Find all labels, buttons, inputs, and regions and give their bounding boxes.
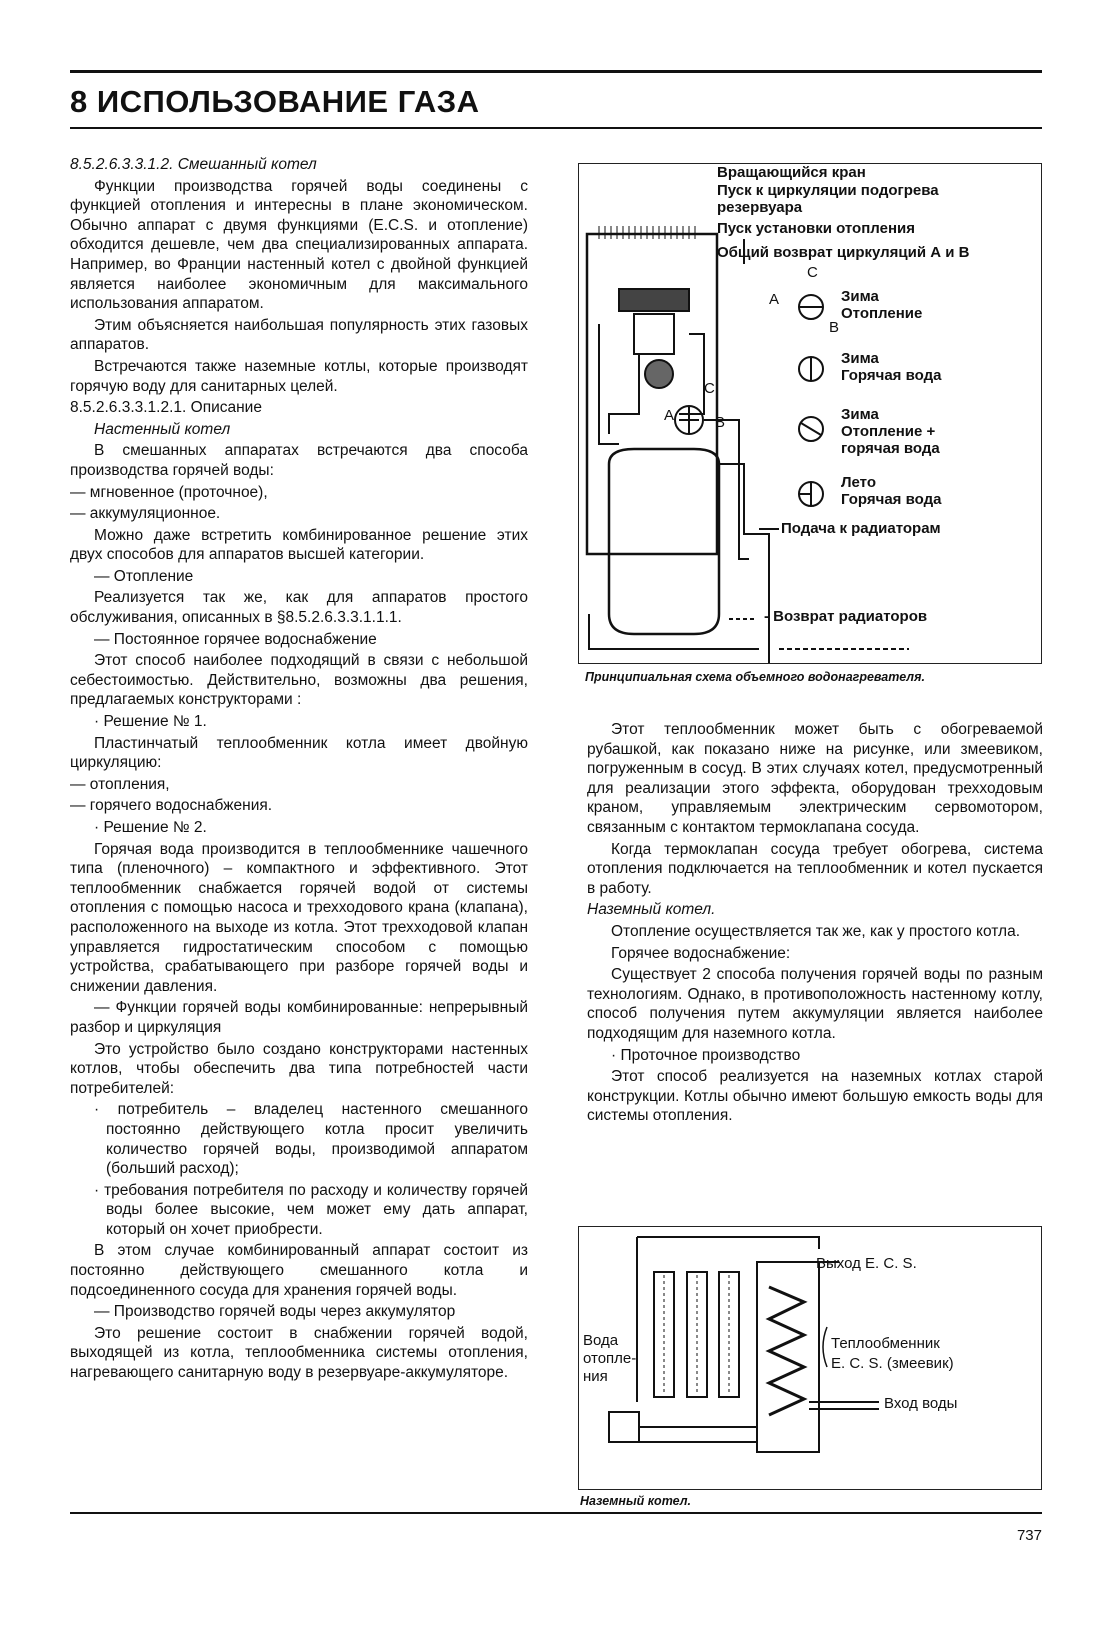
label-water-in: Вход воды xyxy=(884,1395,958,1412)
paragraph: Это устройство было создано конструкторами настенных котлов, чтобы обеспечить два типа потребностей части потребителей: xyxy=(70,1040,528,1097)
label-rotating-valve: Вращающийся кран xyxy=(717,164,866,181)
label-return-radiators: - Возврат радиаторов xyxy=(764,608,928,625)
paragraph: Существует 2 способа получения горячей воды по разным технологиям. Однако, в противоположность настенному котлу, способ получения путем аккумуляции является наиболее подходящим для наземного котла. xyxy=(587,966,1043,1042)
flow-production: · Проточное производство xyxy=(611,1046,801,1064)
paragraph: Пластинчатый теплообменник котла имеет двойную циркуляцию: xyxy=(70,734,528,772)
paragraph: Можно даже встретить комбинированное решение этих двух способов для аппаратов высшей категории. xyxy=(70,526,528,564)
label-ecs-out: Выход E. C. S. xyxy=(816,1255,917,1272)
footer-rule xyxy=(70,1512,1042,1514)
mode-line: Горячая вода xyxy=(841,367,942,384)
paragraph: В этом случае комбинированный аппарат состоит из постоянно действующего смешанного котла и подсоединенного сосуда для хранения горячей воды. xyxy=(70,1242,528,1299)
label-exchanger xyxy=(831,1334,954,1374)
mode-line: Зима xyxy=(841,406,879,423)
label-line: Теплообменник xyxy=(831,1335,940,1352)
mode-winter-hot-water xyxy=(841,350,941,384)
dash-item: — горячего водоснабжения. xyxy=(70,797,273,815)
solution-2: · Решение № 2. xyxy=(94,819,207,836)
label-line: Вода xyxy=(583,1332,619,1349)
heating-heading: — Отопление xyxy=(94,567,194,585)
label-start-heating: Пуск установки отопления xyxy=(717,220,915,237)
figure-water-heater-schematic xyxy=(578,163,1042,664)
floor-boiler-title: Наземный котел. xyxy=(587,901,716,919)
valve-letter-a: A xyxy=(664,407,675,424)
top-rule xyxy=(70,70,1042,73)
dash-item: — аккумуляционное. xyxy=(70,505,221,523)
paragraph: Этот способ реализуется на наземных котлах старой конструкции. Котлы обычно имеют большую емкость воды для системы отопления. xyxy=(587,1068,1043,1125)
valve-letter-a: A xyxy=(769,291,780,308)
paragraph: Горячее водоснабжение: xyxy=(611,944,791,962)
mode-line: Горячая вода xyxy=(841,491,942,508)
paragraph: Когда термоклапан сосуда требует обогрева, система отопления подключается на теплообменник и котел пускается в работу. xyxy=(587,840,1043,897)
label-common-return: Общий возврат циркуляций А и В xyxy=(717,244,970,261)
label-line: отопле- xyxy=(583,1350,637,1367)
label-line: ния xyxy=(583,1368,608,1385)
page-number: 737 xyxy=(1016,1527,1042,1544)
label-supply-radiators: Подача к радиаторам xyxy=(781,520,941,537)
mode-winter-heating xyxy=(841,288,922,322)
mode-line: Лето xyxy=(841,474,876,491)
mode-line: Отопление + xyxy=(841,423,936,440)
valve-letter-b: B xyxy=(829,319,840,336)
dash-item: — мгновенное (проточное), xyxy=(70,483,268,501)
paragraph: Функции производства горячей воды соединены с функцией отопления и интересны в плане экономическом. Обычно аппарат с двумя функциями (E.C.S. и отопление) обходится дешевле, чем два специализированных аппарата. Например, во Франции настенный котел с двойной функцией является наиболее экономичным для максимального использования аппаратом. xyxy=(70,177,528,313)
mode-winter-combined xyxy=(841,406,940,457)
valve-letter-b: B xyxy=(715,414,726,431)
bullet-item: · требования потребителя по расходу и количеству горячей воды более высокие, чем может ему дать аппарат, который он хочет приобрести. xyxy=(94,1181,528,1238)
mode-line: Зима xyxy=(841,288,879,305)
paragraph: Реализуется так же, как для аппаратов простого обслуживания, описанных в §8.5.2.6.3.3.1.1.1. xyxy=(70,589,528,627)
dash-item: — отопления, xyxy=(70,775,170,793)
valve-letter-c: C xyxy=(807,264,818,281)
water-heater-drawing xyxy=(579,164,1041,663)
wall-boiler-title: Настенный котел xyxy=(94,420,231,438)
floor-boiler-drawing xyxy=(579,1227,1041,1489)
sub-heading: 8.5.2.6.3.3.1.2.1. Описание xyxy=(70,399,262,417)
label-line: E. C. S. (змеевик) xyxy=(831,1355,954,1372)
combined-heading: — Функции горячей воды комбинированные: непрерывный разбор и циркуляция xyxy=(70,999,528,1036)
right-column xyxy=(587,720,1043,1128)
paragraph: Этот теплообменник может быть с обогреваемой рубашкой, как показано ниже на рисунке, или змеевиком, погруженным в сосуд. В этих случаях котел, предусмотренный для реализации этого эффекта, оборудован трехходовым краном, управляемым электрическим сервомотором, связанным с контактом термоклапана сосуда. xyxy=(587,721,1043,836)
paragraph: Это решение состоит в снабжении горячей водой, выходящей из котла, теплообменника системы отопления, нагревающего санитарную воду в резервуаре-аккумуляторе. xyxy=(70,1324,528,1382)
header-bottom-rule xyxy=(70,127,1042,129)
mode-line: Зима xyxy=(841,350,879,367)
figure2-caption: Наземный котел. xyxy=(580,1494,691,1508)
label-start-tank: Пуск к циркуляции подогрева резервуара xyxy=(717,182,939,216)
paragraph: Встречаются также наземные котлы, которые производят горячую воду для санитарных целей. xyxy=(70,357,528,395)
paragraph: Отопление осуществляется так же, как у простого котла. xyxy=(611,922,1021,940)
paragraph: Горячая вода производится в теплообменнике чашечного типа (пленочного) – компактного и эффективного. Этот теплообменник снабжается горячей водой от системы отопления с помощью насоса и трехходового крана (клапана), расположенного на выходе из котла. Этот трехходовой клапан управляется гидростатическим способом с помощью устройства, срабатывающего при разборе горячей воды и снижении давления. xyxy=(70,840,528,995)
solution-1: · Решение № 1. xyxy=(94,713,207,731)
figure1-caption: Принципиальная схема объемного водонагревателя. xyxy=(585,670,925,684)
label-heating-water xyxy=(583,1332,636,1386)
hot-water-heading: — Постоянное горячее водоснабжение xyxy=(94,630,377,648)
mode-summer-hot-water xyxy=(841,474,941,508)
paragraph: Этот способ наиболее подходящий в связи с небольшой себестоимостью. Действительно, возможны два решения, предлагаемых конструкторами : xyxy=(70,652,528,709)
accumulator-heading: — Производство горячей воды через аккумулятор xyxy=(94,1303,456,1321)
mode-line: горячая вода xyxy=(841,440,940,457)
paragraph: Этим объясняется наибольшая популярность этих газовых аппаратов. xyxy=(70,316,528,354)
page-header-title: 8 ИСПОЛЬЗОВАНИЕ ГАЗА xyxy=(70,84,480,119)
section-heading: 8.5.2.6.3.3.1.2. Смешанный котел xyxy=(70,156,317,173)
valve-letter-c: C xyxy=(704,380,715,397)
paragraph: В смешанных аппаратах встречаются два способа производства горячей воды: xyxy=(70,442,528,479)
mode-line: Отопление xyxy=(841,305,923,322)
figure-floor-boiler xyxy=(578,1226,1042,1490)
left-column xyxy=(70,155,528,1385)
bullet-item: · потребитель – владелец настенного смешанного постоянно действующего котла просит увеличить количество горячей воды, производимой аппаратом (больший расход); xyxy=(94,1101,528,1178)
